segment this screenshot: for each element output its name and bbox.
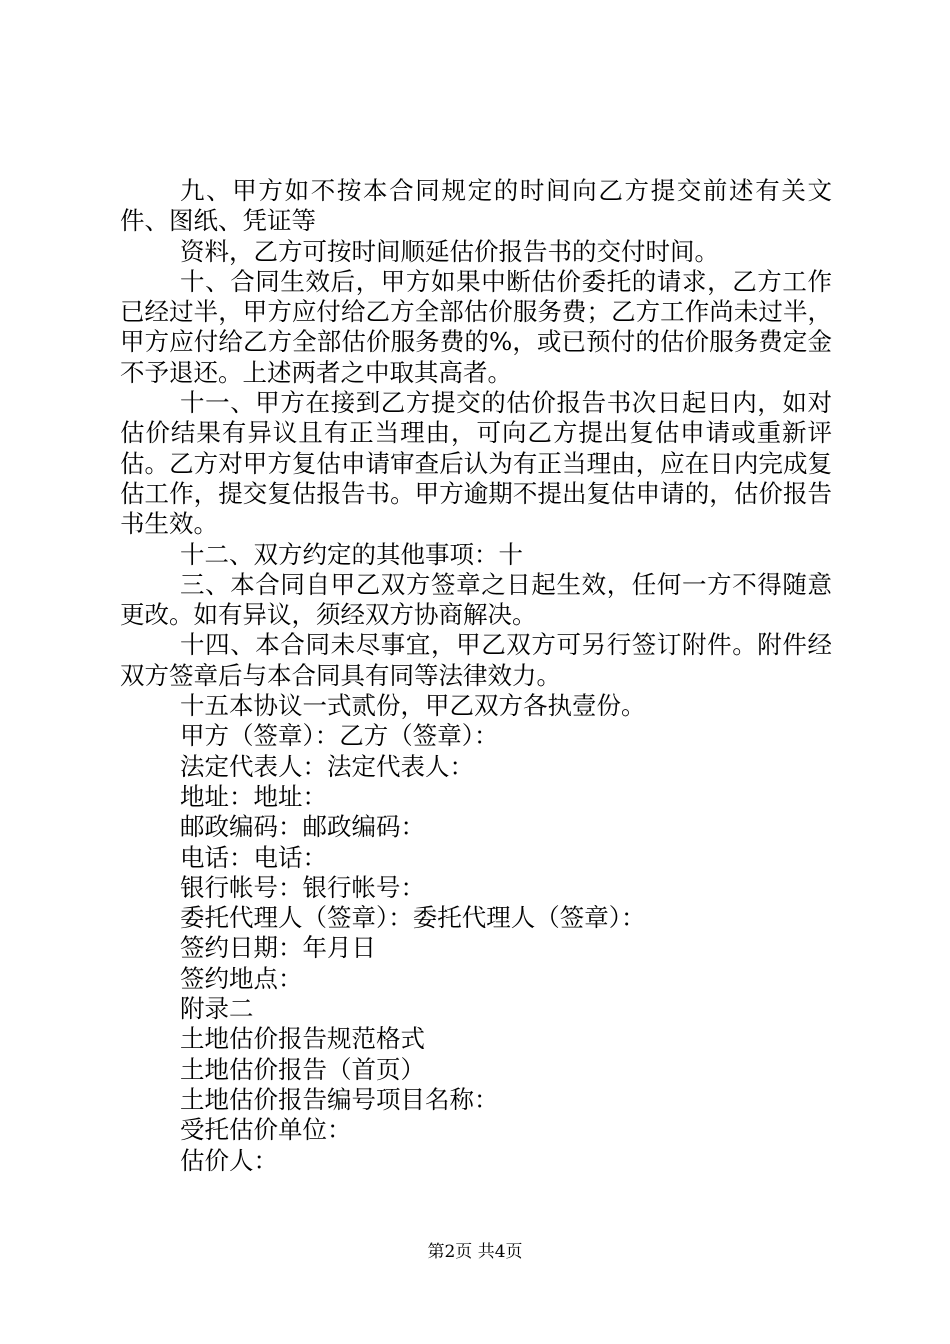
report-appraiser: 估价人： bbox=[180, 1145, 278, 1175]
signature-postcode: 邮政编码：邮政编码： bbox=[180, 812, 425, 842]
paragraph-6: 三、本合同自甲乙双方签章之日起生效，任何一方不得随意更改。如有异议，须经双方协商解决。 bbox=[120, 569, 832, 630]
document-body bbox=[120, 176, 832, 1176]
paragraph-8: 十五本协议一式贰份，甲乙双方各执壹份。 bbox=[180, 691, 646, 721]
signature-phone: 电话：电话： bbox=[180, 842, 327, 872]
signature-agent: 委托代理人（签章）：委托代理人（签章）： bbox=[180, 903, 646, 933]
report-entrusted-unit: 受托估价单位： bbox=[180, 1115, 352, 1145]
paragraph-2: 资料，乙方可按时间顺延估价报告书的交付时间。 bbox=[180, 236, 719, 266]
report-number-project: 土地估价报告编号项目名称： bbox=[180, 1084, 499, 1114]
signature-party: 甲方（签章）：乙方（签章）： bbox=[180, 721, 499, 751]
paragraph-1: 九、甲方如不按本合同规定的时间向乙方提交前述有关文件、图纸、凭证等 bbox=[120, 176, 832, 236]
signature-bank-account: 银行帐号：银行帐号： bbox=[180, 872, 425, 902]
paragraph-7: 十四、本合同未尽事宜，甲乙双方可另行签订附件。附件经双方签章后与本合同具有同等法律效力。 bbox=[120, 630, 832, 690]
signature-address: 地址：地址： bbox=[180, 781, 327, 811]
paragraph-5: 十二、双方约定的其他事项：十 bbox=[180, 539, 523, 569]
signature-legal-rep: 法定代表人：法定代表人： bbox=[180, 751, 474, 781]
paragraph-3: 十、合同生效后，甲方如果中断估价委托的请求，乙方工作已经过半，甲方应付给乙方全部估价服务费；乙方工作尚未过半，甲方应付给乙方全部估价服务费的%，或已预付的估价服务费定金不予退还。上述两者之中取其高者。 bbox=[120, 266, 832, 387]
appendix-subtitle: 土地估价报告规范格式 bbox=[180, 1024, 425, 1054]
appendix-title: 附录二 bbox=[180, 994, 254, 1024]
paragraph-4: 十一、甲方在接到乙方提交的估价报告书次日起日内，如对估价结果有异议且有正当理由，可向乙方提出复估申请或重新评估。乙方对甲方复估申请审查后认为有正当理由，应在日内完成复估工作，提交复估报告书。甲方逾期不提出复估申请的，估价报告书生效。 bbox=[120, 388, 832, 539]
signature-date: 签约日期：年月日 bbox=[180, 933, 376, 963]
report-cover-title: 土地估价报告（首页） bbox=[180, 1054, 425, 1084]
page-number-footer: 第2页 共4页 bbox=[427, 1242, 523, 1262]
signature-place: 签约地点： bbox=[180, 963, 303, 993]
